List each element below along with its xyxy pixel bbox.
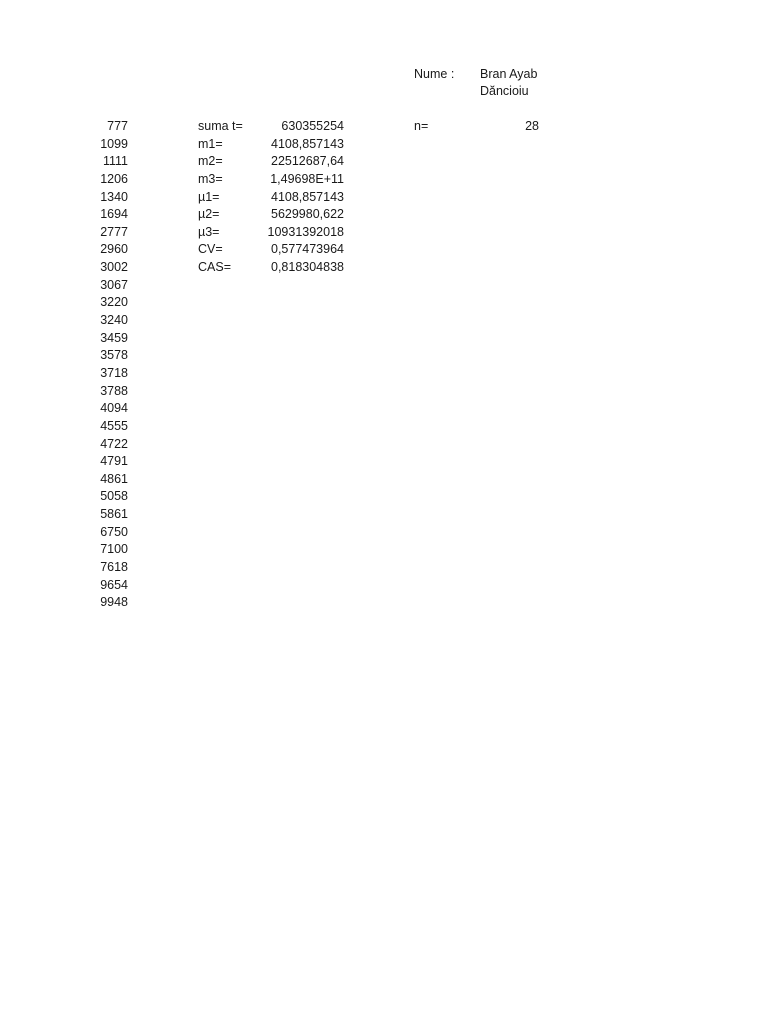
data-values-column — [60, 118, 128, 612]
stat-label: m3= — [198, 171, 223, 186]
data-value-cell: 1099 — [100, 136, 128, 151]
stat-row — [198, 259, 346, 277]
stat-row — [198, 136, 346, 154]
stat-value: 10931392018 — [267, 224, 344, 239]
stat-value: 4108,857143 — [271, 136, 344, 151]
data-value-cell: 3578 — [100, 348, 128, 363]
stat-label: suma t= — [198, 119, 243, 133]
data-value-cell: 4791 — [100, 454, 128, 469]
name-value-line1: Bran Ayab — [480, 67, 538, 81]
stat-value: 0,818304838 — [271, 260, 344, 275]
data-value-cell: 3459 — [100, 330, 128, 345]
data-value-cell: 9948 — [100, 595, 128, 610]
data-value-cell: 3067 — [100, 277, 128, 292]
data-value-cell: 4555 — [100, 418, 128, 433]
stat-label: µ3= — [198, 224, 220, 239]
data-value-cell: 1340 — [100, 189, 128, 204]
data-value-cell: 2960 — [100, 242, 128, 257]
stat-row — [198, 189, 346, 207]
stat-label: m2= — [198, 154, 223, 169]
data-value-cell: 5058 — [100, 489, 128, 504]
data-value-cell: 4722 — [100, 436, 128, 451]
n-label: n= — [414, 119, 429, 133]
stat-value: 22512687,64 — [271, 154, 344, 169]
stat-row — [198, 118, 346, 136]
data-value-cell: 3718 — [100, 365, 128, 380]
data-value-cell: 6750 — [100, 524, 128, 539]
data-value-cell: 3220 — [100, 295, 128, 310]
data-value-cell: 2777 — [100, 224, 128, 239]
name-label: Nume : — [414, 67, 455, 81]
data-value-cell: 4094 — [100, 401, 128, 416]
data-value-cell: 1111 — [102, 154, 128, 169]
data-value-cell: 3788 — [100, 383, 128, 398]
n-value: 28 — [525, 119, 539, 133]
data-value-cell: 1694 — [100, 207, 128, 222]
stat-label: CAS= — [198, 260, 232, 275]
stat-value: 0,577473964 — [271, 242, 344, 257]
stat-value: 4108,857143 — [271, 189, 344, 204]
data-value-cell: 3240 — [100, 313, 128, 328]
statistics-block — [198, 118, 346, 277]
stat-label: m1= — [198, 136, 223, 151]
name-value-line2: Dăncioiu — [480, 84, 529, 98]
stat-row — [198, 241, 346, 259]
stat-row — [198, 153, 346, 171]
stat-value: 1,49698E+11 — [270, 171, 344, 186]
stat-row — [198, 224, 346, 242]
stat-value: 5629980,622 — [271, 207, 344, 222]
data-value-cell: 5861 — [100, 507, 128, 522]
data-value-cell: 7100 — [100, 542, 128, 557]
stat-label: µ2= — [198, 207, 220, 222]
data-value-cell: 7618 — [100, 560, 128, 575]
stat-row — [198, 171, 346, 189]
data-value-cell: 9654 — [100, 577, 128, 592]
stat-label: CV= — [198, 242, 223, 257]
stat-label: µ1= — [198, 189, 220, 204]
stat-row — [198, 206, 346, 224]
data-value-cell: 3002 — [100, 260, 128, 275]
stat-value: 630355254 — [281, 119, 344, 133]
data-value-cell: 777 — [107, 119, 128, 133]
data-value-cell: 4861 — [100, 471, 128, 486]
data-value-cell: 1206 — [100, 171, 128, 186]
